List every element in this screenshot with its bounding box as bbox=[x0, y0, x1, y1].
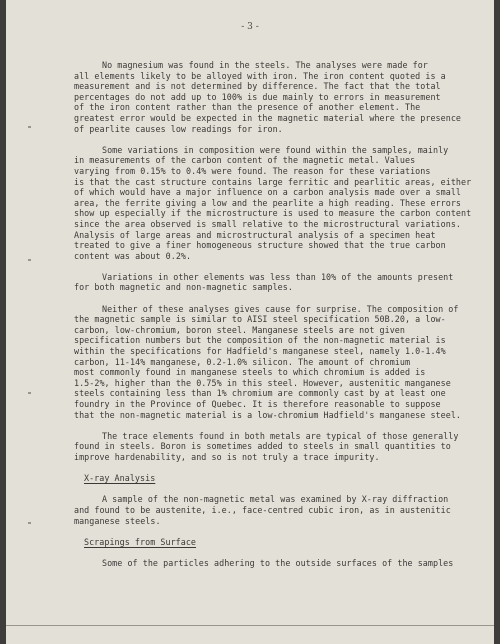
text-line: Some variations in composition were found within the samples, mainly bbox=[102, 144, 449, 155]
main-paragraphs bbox=[74, 60, 474, 463]
paragraph bbox=[74, 304, 474, 421]
text-line: area, the ferrite giving a low and the pearlite a high reading. These errors bbox=[74, 197, 462, 208]
paragraph bbox=[74, 60, 474, 134]
text-line: measurement and is not determined by difference. The fact that the total bbox=[74, 81, 441, 92]
text-line: Neither of these analyses gives cause for surprise. The composition of bbox=[102, 303, 459, 314]
text-line: steels containing less than 1% chromium are commonly cast by at least one bbox=[74, 388, 446, 399]
text-line: the magnetic sample is similar to AISI steel specification 50B.20, a low- bbox=[74, 314, 446, 325]
margin-mark bbox=[28, 126, 31, 128]
text-line: most commonly found in manganese steels to which chromium is added is bbox=[74, 367, 426, 378]
heading-xray-analysis: X-ray Analysis bbox=[84, 473, 156, 484]
paragraph bbox=[74, 145, 474, 262]
scrapings-paragraph bbox=[74, 558, 474, 569]
text-line: percentages do not add up to 100% is due mainly to errors in measurement bbox=[74, 91, 441, 102]
text-line: foundry in the Province of Quebec. It is therefore reasonable to suppose bbox=[74, 399, 441, 409]
xray-paragraph bbox=[74, 494, 474, 526]
text-line: Some of the particles adhering to the outside surfaces of the samples bbox=[102, 557, 454, 568]
text-line: of pearlite causes low readings for iron. bbox=[74, 123, 283, 134]
text-line: Analysis of large areas and microstructural analysis of a specimen heat bbox=[74, 229, 436, 240]
text-line: for both magnetic and non-magnetic samples. bbox=[74, 282, 293, 293]
paragraph bbox=[74, 272, 474, 293]
bottom-edge-line bbox=[6, 625, 494, 626]
text-line: A sample of the non-magnetic metal was examined by X-ray diffraction bbox=[102, 494, 449, 505]
text-line: within the specifications for Hadfield's manganese steel, namely 1.0-1.4% bbox=[74, 346, 446, 357]
text-line: found in steels. Boron is sometimes added to steels in small quantities to bbox=[74, 441, 451, 452]
text-line: No magnesium was found in the steels. The analyses were made for bbox=[102, 60, 428, 70]
text-line: varying from 0.15% to 0.4% were found. The reason for these variations bbox=[74, 165, 431, 176]
text-line: improve hardenability, and so is not truly a trace impurity. bbox=[74, 451, 380, 462]
text-line: carbon, 11-14% manganese, 0.2-1.0% silicon. The amount of chromium bbox=[74, 356, 411, 367]
text-line: treated to give a finer homogeneous structure showed that the true carbon bbox=[74, 240, 446, 251]
text-line: specification numbers but the composition of the non-magnetic material is bbox=[74, 335, 446, 346]
text-line: manganese steels. bbox=[74, 515, 161, 526]
text-line: all elements likely to be alloyed with iron. The iron content quoted is a bbox=[74, 70, 446, 81]
text-line: Variations in other elements was less than 10% of the amounts present bbox=[102, 271, 454, 282]
text-line: is that the cast structure contains large ferritic and pearlitic areas, either bbox=[74, 176, 472, 187]
text-line: since the area observed is small relative to the microstructural variations. bbox=[74, 218, 462, 229]
body-text bbox=[74, 60, 474, 579]
paragraph bbox=[74, 431, 474, 463]
heading-scrapings-from-surface: Scrapings from Surface bbox=[84, 536, 197, 547]
document-page bbox=[6, 0, 494, 644]
text-line: of which would have a major influence on a carbon analysis made over a small bbox=[74, 187, 462, 198]
page-number: - 3 - bbox=[241, 22, 259, 32]
text-line: greatest error would be expected in the magnetic material where the presence bbox=[74, 112, 462, 123]
paragraph bbox=[74, 494, 474, 526]
text-line: content was about 0.2%. bbox=[74, 250, 192, 261]
text-line: and found to be austenite, i.e., face-centred cubic iron, as in austenitic bbox=[74, 504, 451, 515]
text-line: show up especially if the microstructure is used to measure the carbon content bbox=[74, 208, 472, 219]
margin-mark bbox=[28, 522, 31, 524]
paragraph bbox=[74, 558, 474, 569]
text-line: carbon, low-chromium, boron steel. Manganese steels are not given bbox=[74, 324, 405, 335]
text-line: of the iron content rather than the presence of another element. The bbox=[74, 102, 421, 113]
text-line: that the non-magnetic material is a low-chromium Hadfield's manganese steel. bbox=[74, 409, 462, 420]
text-line: The trace elements found in both metals are typical of those generally bbox=[102, 430, 459, 441]
margin-mark bbox=[28, 259, 31, 261]
text-line: 1.5-2%, higher than the 0.75% in this steel. However, austenitic manganese bbox=[74, 377, 451, 388]
text-line: in measurements of the carbon content of the magnetic metal. Values bbox=[74, 155, 416, 166]
margin-mark bbox=[28, 392, 31, 394]
